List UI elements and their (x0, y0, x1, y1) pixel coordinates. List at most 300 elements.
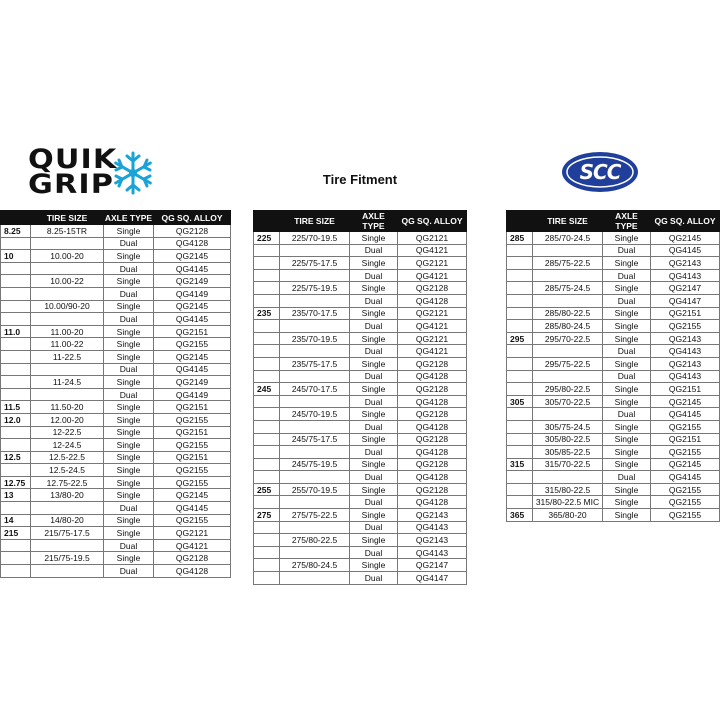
size-group-cell (507, 244, 533, 257)
alloy-part-cell: QG2143 (651, 257, 720, 270)
scc-logo (560, 150, 640, 194)
table-row (507, 294, 720, 307)
alloy-part-cell: QG2155 (154, 514, 231, 527)
size-group-cell: 225 (254, 232, 280, 245)
axle-type-cell: Single (603, 446, 651, 459)
axle-type-cell: Single (603, 383, 651, 396)
axle-type-cell: Single (603, 232, 651, 245)
axle-type-cell: Dual (104, 237, 154, 250)
alloy-part-cell: QG2128 (154, 225, 231, 238)
table-row (254, 320, 467, 333)
page-title: Tire Fitment (322, 172, 398, 187)
size-group-cell (1, 539, 31, 552)
size-group-cell (1, 338, 31, 351)
size-group-cell (507, 408, 533, 421)
table-row (1, 439, 231, 452)
tire-size-cell: 14/80-20 (31, 514, 104, 527)
axle-type-cell: Single (104, 552, 154, 565)
axle-type-cell: Single (104, 464, 154, 477)
table-row (1, 476, 231, 489)
alloy-part-cell: QG4121 (398, 244, 467, 257)
axle-type-cell: Single (104, 325, 154, 338)
alloy-part-cell: QG4121 (398, 320, 467, 333)
header-tire-size: TIRE SIZE (280, 211, 350, 232)
tire-size-cell (31, 539, 104, 552)
table-row (1, 376, 231, 389)
axle-type-cell: Single (603, 509, 651, 522)
alloy-part-cell: QG4128 (398, 446, 467, 459)
axle-type-cell: Dual (350, 420, 398, 433)
axle-type-cell: Dual (350, 320, 398, 333)
axle-type-cell: Dual (104, 287, 154, 300)
table-row (254, 572, 467, 585)
tire-size-cell (31, 262, 104, 275)
table-row (254, 458, 467, 471)
table-row (1, 237, 231, 250)
size-group-cell (254, 420, 280, 433)
axle-type-cell: Dual (104, 565, 154, 578)
table-row (254, 345, 467, 358)
tire-size-cell: 10.00-20 (31, 250, 104, 263)
alloy-part-cell: QG4121 (398, 345, 467, 358)
header-size-group (507, 211, 533, 232)
alloy-part-cell: QG2155 (154, 338, 231, 351)
tire-size-cell: 305/75-24.5 (533, 420, 603, 433)
table-row (507, 282, 720, 295)
header-tire-size: TIRE SIZE (533, 211, 603, 232)
table-header-row (507, 211, 720, 232)
size-group-cell (507, 307, 533, 320)
axle-type-cell: Dual (350, 370, 398, 383)
alloy-part-cell: QG4121 (154, 539, 231, 552)
size-group-cell (1, 502, 31, 515)
alloy-part-cell: QG4147 (651, 294, 720, 307)
table-row (254, 509, 467, 522)
axle-type-cell: Dual (350, 395, 398, 408)
size-group-cell (254, 257, 280, 270)
tire-size-cell: 275/80-24.5 (280, 559, 350, 572)
alloy-part-cell: QG4145 (154, 363, 231, 376)
alloy-part-cell: QG2128 (398, 483, 467, 496)
size-group-cell: 12.75 (1, 476, 31, 489)
table-row (507, 383, 720, 396)
tire-size-cell: 10.00-22 (31, 275, 104, 288)
alloy-part-cell: QG2151 (651, 307, 720, 320)
size-group-cell: 285 (507, 232, 533, 245)
axle-type-cell: Dual (603, 269, 651, 282)
size-group-cell (254, 496, 280, 509)
alloy-part-cell: QG4149 (154, 388, 231, 401)
table-row (254, 534, 467, 547)
tire-size-cell: 215/75-19.5 (31, 552, 104, 565)
alloy-part-cell: QG2155 (154, 413, 231, 426)
size-group-cell (507, 269, 533, 282)
tire-size-cell (280, 546, 350, 559)
table-row (507, 345, 720, 358)
size-group-cell (507, 496, 533, 509)
table-row (254, 408, 467, 421)
tire-size-cell (280, 395, 350, 408)
axle-type-cell: Single (350, 307, 398, 320)
axle-type-cell: Single (104, 451, 154, 464)
tire-size-cell: 245/70-19.5 (280, 408, 350, 421)
axle-type-cell: Dual (104, 539, 154, 552)
axle-type-cell: Dual (350, 244, 398, 257)
alloy-part-cell: QG2143 (398, 534, 467, 547)
axle-type-cell: Single (350, 357, 398, 370)
table-row (507, 458, 720, 471)
tire-size-cell: 305/70-22.5 (533, 395, 603, 408)
snowflake-icon (110, 150, 156, 196)
alloy-part-cell: QG4143 (651, 370, 720, 383)
tire-size-cell: 235/70-17.5 (280, 307, 350, 320)
size-group-cell (1, 262, 31, 275)
size-group-cell (507, 446, 533, 459)
alloy-part-cell: QG2121 (398, 307, 467, 320)
alloy-part-cell: QG2145 (154, 300, 231, 313)
tire-size-cell (280, 446, 350, 459)
table-row (254, 257, 467, 270)
axle-type-cell: Single (104, 250, 154, 263)
axle-type-cell: Dual (350, 546, 398, 559)
size-group-cell: 12.0 (1, 413, 31, 426)
table-row (1, 527, 231, 540)
axle-type-cell: Single (603, 320, 651, 333)
size-group-cell (507, 383, 533, 396)
size-group-cell (507, 320, 533, 333)
table-row (507, 357, 720, 370)
alloy-part-cell: QG2128 (398, 282, 467, 295)
size-group-cell (507, 357, 533, 370)
axle-type-cell: Dual (350, 521, 398, 534)
alloy-part-cell: QG2145 (154, 250, 231, 263)
axle-type-cell: Single (350, 332, 398, 345)
table-row (254, 395, 467, 408)
table-row (1, 502, 231, 515)
alloy-part-cell: QG2151 (154, 426, 231, 439)
size-group-cell (1, 313, 31, 326)
alloy-part-cell: QG2151 (154, 325, 231, 338)
alloy-part-cell: QG4145 (651, 408, 720, 421)
axle-type-cell: Single (350, 559, 398, 572)
alloy-part-cell: QG2128 (398, 408, 467, 421)
alloy-part-cell: QG2145 (651, 232, 720, 245)
axle-type-cell: Dual (350, 269, 398, 282)
alloy-part-cell: QG4145 (651, 471, 720, 484)
tire-size-cell: 11.50-20 (31, 401, 104, 414)
table-row (1, 401, 231, 414)
axle-type-cell: Dual (350, 345, 398, 358)
alloy-part-cell: QG2121 (398, 257, 467, 270)
table-row (254, 559, 467, 572)
table-row (507, 395, 720, 408)
tire-size-cell (533, 345, 603, 358)
tire-size-cell: 285/70-24.5 (533, 232, 603, 245)
tire-size-cell: 285/75-22.5 (533, 257, 603, 270)
axle-type-cell: Single (350, 383, 398, 396)
size-group-cell (1, 363, 31, 376)
header-tire-size: TIRE SIZE (31, 211, 104, 225)
tire-size-cell: 305/85-22.5 (533, 446, 603, 459)
tire-size-cell (31, 237, 104, 250)
header-axle-type: AXLE TYPE (603, 211, 651, 232)
size-group-cell (507, 282, 533, 295)
axle-type-cell: Single (350, 509, 398, 522)
axle-type-cell: Dual (104, 363, 154, 376)
table-row (1, 413, 231, 426)
size-group-cell (254, 458, 280, 471)
axle-type-cell: Single (104, 527, 154, 540)
header-size-group (1, 211, 31, 225)
table-row (254, 332, 467, 345)
table-row (254, 282, 467, 295)
tire-size-cell: 225/70-19.5 (280, 232, 350, 245)
axle-type-cell: Single (603, 257, 651, 270)
tire-size-cell: 12.00-20 (31, 413, 104, 426)
alloy-part-cell: QG2128 (398, 383, 467, 396)
size-group-cell (254, 521, 280, 534)
table-row (254, 357, 467, 370)
tire-size-cell: 12-22.5 (31, 426, 104, 439)
fitment-table-2 (253, 210, 467, 585)
size-group-cell (254, 294, 280, 307)
table-row (507, 496, 720, 509)
size-group-cell (254, 446, 280, 459)
tire-size-cell (280, 420, 350, 433)
table-row (507, 433, 720, 446)
tire-size-cell (280, 521, 350, 534)
tire-size-cell (533, 408, 603, 421)
table-row (254, 546, 467, 559)
scc-wordmark: SCC (579, 160, 621, 184)
table-row (1, 388, 231, 401)
tire-size-cell: 275/75-22.5 (280, 509, 350, 522)
table-row (1, 565, 231, 578)
tire-size-cell (533, 471, 603, 484)
alloy-part-cell: QG2145 (651, 458, 720, 471)
size-group-cell (507, 483, 533, 496)
header-axle-type: AXLE TYPE (104, 212, 153, 223)
alloy-part-cell: QG4128 (398, 294, 467, 307)
alloy-part-cell: QG2128 (154, 552, 231, 565)
tire-size-cell (31, 287, 104, 300)
alloy-part-cell: QG4143 (398, 521, 467, 534)
alloy-part-cell: QG2151 (651, 433, 720, 446)
tire-size-cell: 305/80-22.5 (533, 433, 603, 446)
size-group-cell (254, 332, 280, 345)
table-row (507, 483, 720, 496)
tire-size-cell (280, 572, 350, 585)
quik-grip-wordmark (28, 144, 118, 200)
size-group-cell (1, 439, 31, 452)
alloy-part-cell: QG4128 (398, 420, 467, 433)
tire-size-cell: 11.00-22 (31, 338, 104, 351)
tire-size-cell (533, 370, 603, 383)
size-group-cell (254, 546, 280, 559)
size-group-cell (254, 320, 280, 333)
size-group-cell (1, 388, 31, 401)
alloy-part-cell: QG4149 (154, 287, 231, 300)
alloy-part-cell: QG2128 (398, 458, 467, 471)
table-row (1, 451, 231, 464)
axle-type-cell: Dual (603, 471, 651, 484)
tire-size-cell (280, 496, 350, 509)
tire-size-cell: 315/80-22.5 MIC (533, 496, 603, 509)
table-row (1, 464, 231, 477)
alloy-part-cell: QG4143 (651, 269, 720, 282)
size-group-cell (507, 471, 533, 484)
alloy-part-cell: QG4128 (154, 237, 231, 250)
axle-type-cell: Single (350, 483, 398, 496)
table-row (1, 338, 231, 351)
axle-type-cell: Single (603, 282, 651, 295)
size-group-cell: 14 (1, 514, 31, 527)
table-row (254, 471, 467, 484)
size-group-cell: 13 (1, 489, 31, 502)
alloy-part-cell: QG2143 (398, 509, 467, 522)
tire-size-cell (31, 502, 104, 515)
tire-size-cell: 295/75-22.5 (533, 357, 603, 370)
size-group-cell (254, 345, 280, 358)
table-row (1, 489, 231, 502)
size-group-cell (507, 345, 533, 358)
axle-type-cell: Dual (104, 313, 154, 326)
tire-size-cell (280, 471, 350, 484)
tire-size-cell: 245/70-17.5 (280, 383, 350, 396)
axle-type-cell: Single (104, 413, 154, 426)
size-group-cell (254, 244, 280, 257)
table-row (254, 269, 467, 282)
table-row (507, 257, 720, 270)
alloy-part-cell: QG2145 (154, 350, 231, 363)
alloy-part-cell: QG2128 (398, 433, 467, 446)
header-size-group (254, 211, 280, 232)
alloy-part-cell: QG4121 (398, 269, 467, 282)
size-group-cell: 11.0 (1, 325, 31, 338)
alloy-part-cell: QG4128 (398, 395, 467, 408)
tire-size-cell: 245/75-17.5 (280, 433, 350, 446)
tire-size-cell: 285/80-24.5 (533, 320, 603, 333)
tire-size-cell (280, 345, 350, 358)
alloy-part-cell: QG4145 (651, 244, 720, 257)
table-row (507, 420, 720, 433)
tire-size-cell (280, 320, 350, 333)
table-row (507, 471, 720, 484)
axle-type-cell: Single (104, 514, 154, 527)
size-group-cell (1, 350, 31, 363)
table-row (254, 446, 467, 459)
axle-type-cell: Single (104, 426, 154, 439)
axle-type-cell: Single (350, 534, 398, 547)
table-row (1, 250, 231, 263)
axle-type-cell: Single (104, 439, 154, 452)
tire-size-cell: 285/75-24.5 (533, 282, 603, 295)
size-group-cell (1, 376, 31, 389)
table-row (254, 420, 467, 433)
axle-type-cell: Dual (350, 471, 398, 484)
tire-size-cell: 12.5-22.5 (31, 451, 104, 464)
alloy-part-cell: QG4128 (398, 496, 467, 509)
size-group-cell: 10 (1, 250, 31, 263)
tire-size-cell: 12-24.5 (31, 439, 104, 452)
axle-type-cell: Dual (350, 572, 398, 585)
tire-size-cell: 10.00/90-20 (31, 300, 104, 313)
axle-type-cell: Dual (350, 446, 398, 459)
axle-type-cell: Single (350, 458, 398, 471)
header-qg-sq-alloy: QG SQ. ALLOY (398, 211, 467, 232)
header-qg-sq-alloy: QG SQ. ALLOY (154, 211, 231, 225)
tire-size-cell: 295/70-22.5 (533, 332, 603, 345)
table-row (1, 552, 231, 565)
alloy-part-cell: QG2121 (154, 527, 231, 540)
alloy-part-cell: QG2155 (651, 320, 720, 333)
size-group-cell (254, 282, 280, 295)
header-qg-sq-alloy: QG SQ. ALLOY (651, 211, 720, 232)
size-group-cell (254, 395, 280, 408)
alloy-part-cell: QG2145 (651, 395, 720, 408)
size-group-cell (507, 294, 533, 307)
size-group-cell (1, 426, 31, 439)
tire-size-cell: 11-24.5 (31, 376, 104, 389)
size-group-cell (1, 287, 31, 300)
tire-size-cell: 285/80-22.5 (533, 307, 603, 320)
axle-type-cell: Single (104, 300, 154, 313)
alloy-part-cell: QG2155 (651, 496, 720, 509)
alloy-part-cell: QG2155 (154, 476, 231, 489)
tire-size-cell: 11.00-20 (31, 325, 104, 338)
table-row (1, 313, 231, 326)
axle-type-cell: Single (350, 433, 398, 446)
axle-type-cell: Single (603, 307, 651, 320)
size-group-cell (254, 433, 280, 446)
tire-size-cell: 235/70-19.5 (280, 332, 350, 345)
tire-size-cell: 365/80-20 (533, 509, 603, 522)
table-row (254, 232, 467, 245)
size-group-cell (254, 534, 280, 547)
size-group-cell (507, 370, 533, 383)
alloy-part-cell: QG4145 (154, 502, 231, 515)
tire-size-cell (280, 244, 350, 257)
table-row (507, 408, 720, 421)
tire-size-cell (280, 370, 350, 383)
axle-type-cell: Single (603, 496, 651, 509)
table-row (254, 294, 467, 307)
table-row (254, 370, 467, 383)
table-row (507, 332, 720, 345)
tire-size-cell: 295/80-22.5 (533, 383, 603, 396)
axle-type-cell: Dual (603, 370, 651, 383)
tire-size-cell: 315/70-22.5 (533, 458, 603, 471)
axle-type-cell: Dual (350, 294, 398, 307)
axle-type-cell: Single (350, 282, 398, 295)
tire-size-cell: 235/75-17.5 (280, 357, 350, 370)
table-row (254, 244, 467, 257)
size-group-cell (507, 257, 533, 270)
table-row (507, 232, 720, 245)
alloy-part-cell: QG2121 (398, 332, 467, 345)
size-group-cell: 12.5 (1, 451, 31, 464)
axle-type-cell: Dual (104, 388, 154, 401)
table-row (1, 363, 231, 376)
alloy-part-cell: QG2155 (651, 509, 720, 522)
axle-type-cell: Single (104, 225, 154, 238)
alloy-part-cell: QG4147 (398, 572, 467, 585)
axle-type-cell: Single (104, 376, 154, 389)
size-group-cell (1, 275, 31, 288)
alloy-part-cell: QG4143 (651, 345, 720, 358)
axle-type-cell: Dual (603, 244, 651, 257)
tire-size-cell (31, 363, 104, 376)
